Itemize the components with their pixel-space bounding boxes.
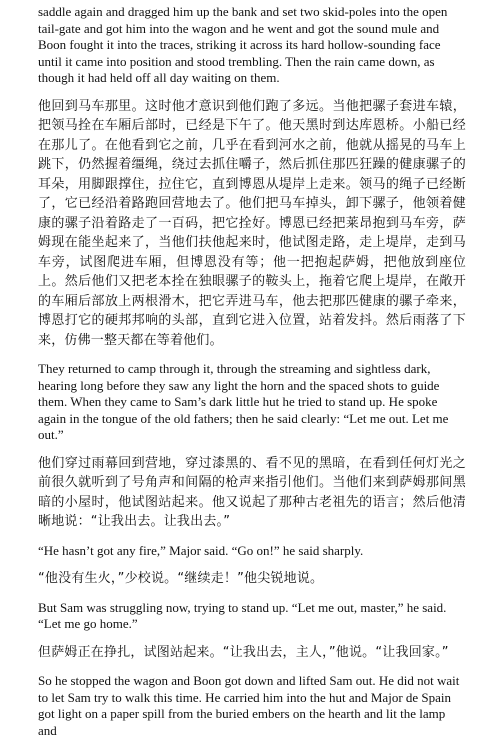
- paragraph-english: So he stopped the wagon and Boon got down and lifted Sam out. He did not wait to let Sam try to walk this time. He carried him into the hut and Major de Spain got light on a paper spill from the buried embers on the hearth and lit the lamp and: [38, 673, 460, 738]
- paragraph-english: They returned to camp through it, through the streaming and sightless dark, hearing long before they saw any light the horn and the spaced shots to guide them. When they came to Sam’s dark little hut he tried to stand up. He spoke again in the tongue of the old fathers; then he said clearly: “Let me out. Let me out.”: [38, 361, 449, 442]
- document-page: [38, 4, 466, 749]
- paragraph-english: But Sam was struggling now, trying to stand up. “Let me out, master,” he said. “Let me go home.”: [38, 599, 447, 631]
- paragraph-english: saddle again and dragged him up the bank and set two skid-poles into the open tail-gate and got him into the wagon and he went and got the sound mule and Boon fought it into the traces, striking it across its hard hollow-sounding face until it came into position and stood trembling. Then the rain came down, as though it had held off all day waiting on them.: [38, 4, 448, 85]
- paragraph-english: “He hasn’t got any fire,” Major said. “Go on!” he said sharply.: [38, 542, 364, 558]
- paragraph-chinese: 但萨姆正在挣扎，试图站起来。“让我出去，主人，”他说。“让我回家。”: [38, 644, 449, 660]
- paragraph-chinese: 他回到马车那里。这时他才意识到他们跑了多远。当他把骡子套进车辕，把领马拴在车厢后部时，已经是下午了。他天黑时到达库恩桥。小船已经在那儿了。在他看到它之前，几乎在看到河水之前，他就从摇晃的马车上跳下，仍然握着缰绳，绕过去抓住嚼子，然后抓住那匹狂躁的健康骡子的耳朵，用脚跟撑住，拉住它，直到博恩从堤岸上走来。领马的绳子已经断了，它已经沿着路跑回营地去了。他们把马车掉头，卸下骡子，他领着健康的骡子沿着路走了一百码，把它拴好。博恩已经把莱昂抱到马车旁，萨姆现在能坐起来了，当他们扶他起来时，他试图走路，走上堤岸，走到马车旁，试图爬进车厢，但博恩没有等；他一把抱起萨姆，把他放到座位上。然后他们又把老本拴在独眼骡子的鞍头上，拖着它爬上堤岸，在敞开的车厢后部放上两根滑木，把它弄进马车，他去把那匹健康的骡子牵来，博恩打它的硬邦邦响的头部，直到它进入位置，站着发抖。然后雨落了下来，仿佛一整天都在等着他们。: [38, 98, 466, 348]
- paragraph-chinese: 他们穿过雨幕回到营地，穿过漆黑的、看不见的黑暗，在看到任何灯光之前很久就听到了号角声和间隔的枪声来指引他们。当他们来到萨姆那间黑暗的小屋时，他试图站起来。他又说起了那种古老祖先的语言；然后他清晰地说：“让我出去。让我出去。”: [38, 455, 466, 529]
- paragraph-chinese: “他没有生火，”少校说。“继续走！”他尖锐地说。: [38, 571, 324, 586]
